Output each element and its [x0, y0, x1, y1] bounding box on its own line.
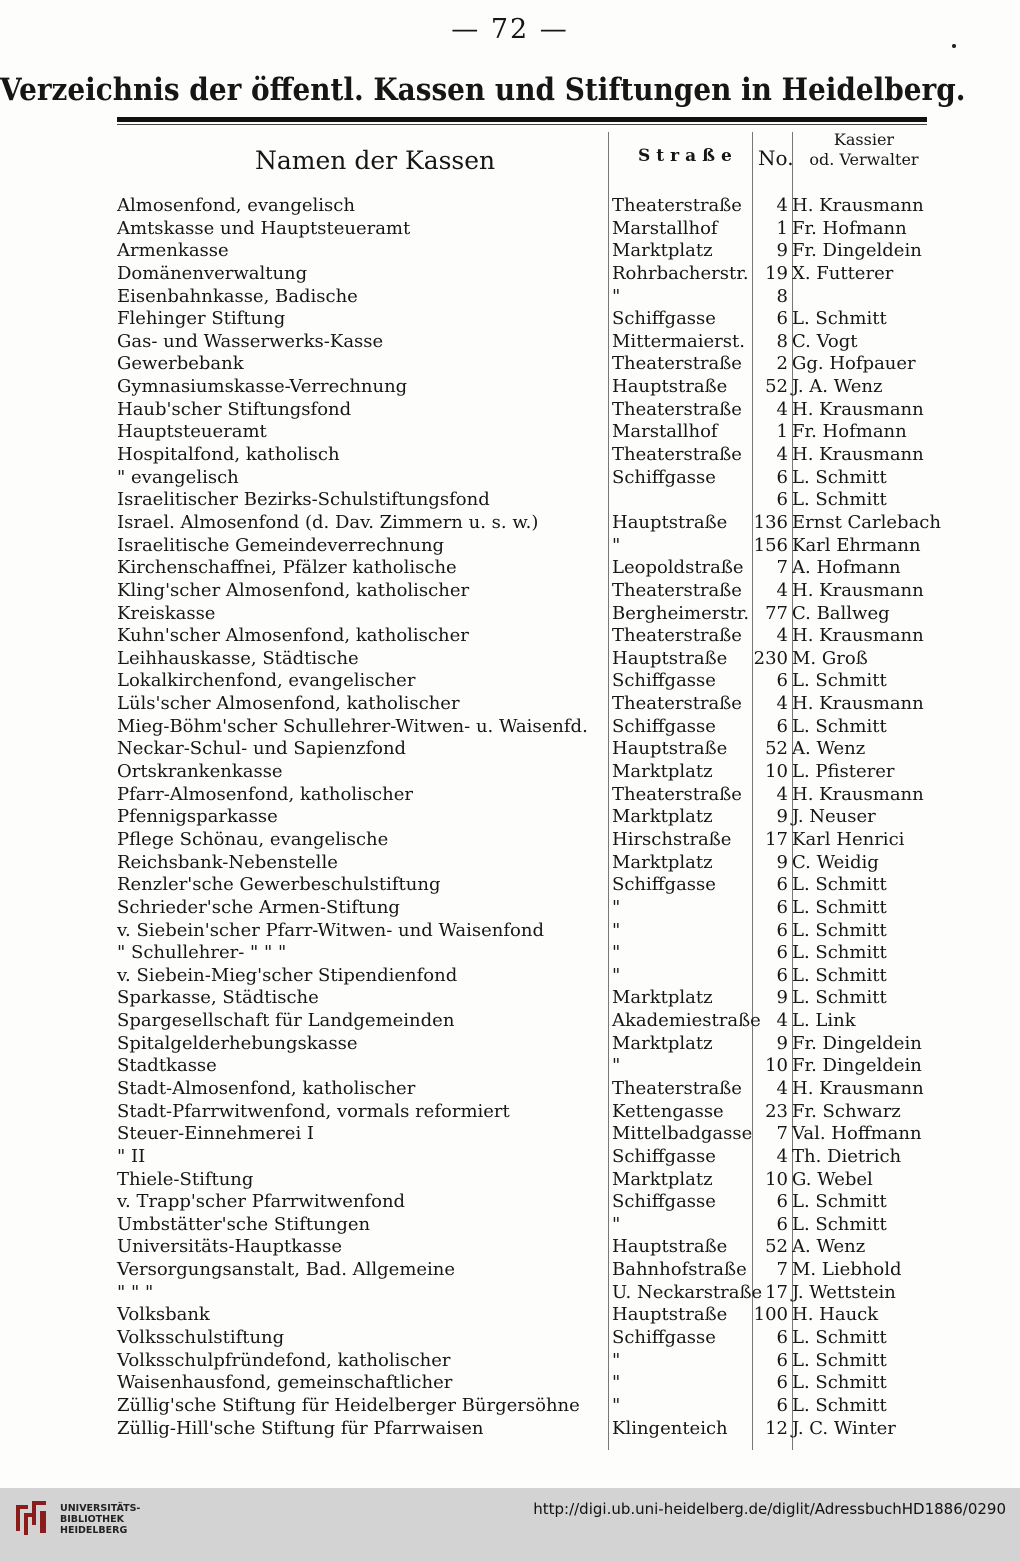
row-name: Schrieder'sche Armen-Stiftung: [117, 896, 400, 918]
row-cashier: C. Vogt: [792, 330, 858, 352]
row-cashier: H. Krausmann: [792, 195, 924, 216]
row-name: Kreiskasse: [117, 602, 216, 624]
page-number: — 72 —: [451, 14, 569, 45]
table-row: [0, 218, 1020, 241]
print-speck: [952, 44, 956, 48]
table-row: [0, 942, 1020, 965]
row-cashier: L. Schmitt: [792, 987, 887, 1009]
row-cashier: Gg. Hofpauer: [792, 353, 916, 375]
row-cashier: L. Schmitt: [792, 919, 887, 941]
row-name: Stadtkasse: [117, 1055, 217, 1077]
table-row: [0, 1033, 1020, 1056]
row-street: Bahnhofstraße: [612, 1259, 747, 1281]
row-cashier: Fr. Dingeldein: [792, 1055, 922, 1077]
row-street: Hauptstraße: [612, 511, 728, 533]
row-number: 7: [776, 1259, 788, 1281]
row-street: Hauptstraße: [612, 1236, 728, 1258]
row-cashier: A. Wenz: [792, 738, 866, 760]
table-row: [0, 920, 1020, 943]
row-name: " " ": [117, 1281, 154, 1303]
row-cashier: Ernst Carlebach: [792, 511, 941, 533]
row-cashier: H. Krausmann: [792, 1077, 924, 1099]
row-street: Klingenteich: [612, 1417, 728, 1439]
row-number: 4: [776, 783, 788, 805]
row-name: Israel. Almosenfond (d. Dav. Zimmern u. s. w.): [117, 511, 539, 533]
row-street: Marktplatz: [612, 987, 713, 1009]
row-street: Marktplatz: [612, 806, 713, 828]
row-cashier: Fr. Hofmann: [792, 421, 907, 443]
row-name: Thiele-Stiftung: [117, 1168, 254, 1190]
title-rule: [117, 117, 927, 122]
row-cashier: X. Futterer: [792, 262, 894, 284]
row-street: Akademiestraße: [612, 1010, 761, 1032]
table-row: [0, 987, 1020, 1010]
row-street: ": [612, 1055, 621, 1077]
row-number: 4: [776, 195, 788, 216]
table-row: [0, 806, 1020, 829]
row-number: 4: [776, 1010, 788, 1032]
row-number: 23: [765, 1100, 788, 1122]
row-street: Schiffgasse: [612, 1191, 716, 1213]
row-cashier: L. Schmitt: [792, 1394, 887, 1416]
row-street: Schiffgasse: [612, 874, 716, 896]
table-row: [0, 240, 1020, 263]
row-number: 4: [776, 1145, 788, 1167]
footer-bar: [0, 1488, 1020, 1561]
row-cashier: L. Schmitt: [792, 1349, 887, 1371]
table-row: [0, 1191, 1020, 1214]
row-name: Sparkasse, Städtische: [117, 987, 319, 1009]
row-name: Almosenfond, evangelisch: [117, 195, 355, 216]
row-cashier: L. Schmitt: [792, 670, 887, 692]
row-street: Schiffgasse: [612, 670, 716, 692]
row-number: 10: [765, 761, 788, 783]
row-cashier: L. Schmitt: [792, 964, 887, 986]
library-name-line2: BIBLIOTHEK: [60, 1514, 124, 1525]
row-street: Rohrbacherstr.: [612, 262, 749, 284]
row-street: ": [612, 1372, 621, 1394]
row-number: 6: [776, 466, 788, 488]
row-name: Versorgungsanstalt, Bad. Allgemeine: [117, 1259, 456, 1281]
row-name: Leihhauskasse, Städtische: [117, 647, 359, 669]
row-cashier: L. Link: [792, 1010, 856, 1032]
header-cashier: [800, 130, 928, 170]
row-name: Volksbank: [117, 1304, 210, 1326]
row-street: Theaterstraße: [612, 398, 742, 420]
row-street: ": [612, 964, 621, 986]
row-number: 4: [776, 625, 788, 647]
row-street: ": [612, 919, 621, 941]
table-row: [0, 286, 1020, 309]
row-cashier: L. Schmitt: [792, 715, 887, 737]
row-street: Hauptstraße: [612, 1304, 728, 1326]
table-row: [0, 1304, 1020, 1327]
row-street: Marktplatz: [612, 1032, 713, 1054]
row-street: Marktplatz: [612, 240, 713, 262]
row-name: Gas- und Wasserwerks-Kasse: [117, 330, 384, 352]
row-name: Steuer-Einnehmerei I: [117, 1123, 315, 1145]
row-cashier: H. Krausmann: [792, 398, 924, 420]
table-row: [0, 738, 1020, 761]
row-cashier: A. Wenz: [792, 1236, 866, 1258]
row-cashier: H. Krausmann: [792, 579, 924, 601]
table-row: [0, 580, 1020, 603]
table-row: [0, 1259, 1020, 1282]
title-rule-thin: [117, 124, 927, 125]
row-name: v. Siebein-Mieg'scher Stipendienfond: [117, 964, 458, 986]
table-row: [0, 444, 1020, 467]
row-name: Züllig'sche Stiftung für Heidelberger Bürgersöhne: [117, 1394, 580, 1416]
row-number: 156: [753, 534, 788, 556]
row-street: Bergheimerstr.: [612, 602, 750, 624]
table-row: [0, 784, 1020, 807]
library-name-line1: UNIVERSITÄTS-: [60, 1503, 141, 1514]
row-cashier: H. Krausmann: [792, 693, 924, 715]
row-name: Stadt-Almosenfond, katholischer: [117, 1077, 416, 1099]
row-number: 2: [776, 353, 788, 375]
row-name: Pfennigsparkasse: [117, 806, 278, 828]
row-number: 4: [776, 444, 788, 466]
row-name: Gewerbebank: [117, 353, 244, 375]
row-street: Marstallhof: [612, 217, 718, 239]
row-name: Gymnasiumskasse-Verrechnung: [117, 376, 408, 398]
row-street: Theaterstraße: [612, 353, 742, 375]
row-name: Züllig-Hill'sche Stiftung für Pfarrwaisen: [117, 1417, 484, 1439]
row-number: 77: [765, 602, 788, 624]
row-name: Kling'scher Almosenfond, katholischer: [117, 579, 470, 601]
row-number: 6: [776, 1191, 788, 1213]
row-cashier: L. Schmitt: [792, 308, 887, 330]
table-row: [0, 1350, 1020, 1373]
row-street: Marktplatz: [612, 851, 713, 873]
row-number: 9: [776, 851, 788, 873]
table-row: [0, 648, 1020, 671]
row-cashier: L. Schmitt: [792, 1213, 887, 1235]
row-name: Reichsbank-Nebenstelle: [117, 851, 338, 873]
table-row: [0, 829, 1020, 852]
row-name: Pflege Schönau, evangelische: [117, 828, 389, 850]
row-cashier: G. Webel: [792, 1168, 873, 1190]
row-cashier: L. Schmitt: [792, 1372, 887, 1394]
row-name: Israelitischer Bezirks-Schulstiftungsfond: [117, 489, 490, 511]
row-number: 8: [776, 285, 788, 307]
row-number: 4: [776, 579, 788, 601]
row-number: 6: [776, 670, 788, 692]
library-name-line3: HEIDELBERG: [60, 1525, 128, 1536]
row-name: Waisenhausfond, gemeinschaftlicher: [117, 1372, 453, 1394]
table-row: [0, 852, 1020, 875]
header-number: No.: [758, 146, 794, 170]
row-number: 9: [776, 987, 788, 1009]
row-street: Theaterstraße: [612, 195, 742, 216]
row-name: Domänenverwaltung: [117, 262, 308, 284]
row-number: 52: [765, 1236, 788, 1258]
row-name: " II: [117, 1145, 146, 1167]
row-number: 9: [776, 806, 788, 828]
row-name: Volksschulstiftung: [117, 1327, 285, 1349]
header-cashier-line1: Kassier: [833, 130, 895, 149]
table-row: [0, 353, 1020, 376]
row-cashier: J. Neuser: [792, 806, 876, 828]
university-library-logo-icon[interactable]: [10, 1497, 52, 1539]
table-row: [0, 376, 1020, 399]
table-row: [0, 603, 1020, 626]
row-number: 52: [765, 376, 788, 398]
row-number: 6: [776, 919, 788, 941]
table-row: [0, 965, 1020, 988]
row-number: 52: [765, 738, 788, 760]
row-street: Theaterstraße: [612, 693, 742, 715]
row-name: Spargesellschaft für Landgemeinden: [117, 1010, 455, 1032]
table-row: [0, 263, 1020, 286]
table-row: [0, 716, 1020, 739]
row-number: 4: [776, 693, 788, 715]
row-name: Volksschulpfründefond, katholischer: [117, 1349, 451, 1371]
row-street: Marktplatz: [612, 1168, 713, 1190]
row-name: Neckar-Schul- und Sapienzfond: [117, 738, 407, 760]
table-row: [0, 1418, 1020, 1441]
header-cashier-line2: od. Verwalter: [809, 150, 919, 169]
table-row: [0, 557, 1020, 580]
row-number: 10: [765, 1055, 788, 1077]
row-number: 136: [753, 511, 788, 533]
row-name: Armenkasse: [117, 240, 229, 262]
row-name: v. Trapp'scher Pfarrwitwenfond: [117, 1191, 406, 1213]
row-name: Spitalgelderhebungskasse: [117, 1032, 358, 1054]
table-row: [0, 625, 1020, 648]
row-street: U. Neckarstraße: [612, 1281, 763, 1303]
row-cashier: H. Krausmann: [792, 625, 924, 647]
row-name: Lüls'scher Almosenfond, katholischer: [117, 693, 460, 715]
row-cashier: C. Weidig: [792, 851, 879, 873]
row-street: Theaterstraße: [612, 579, 742, 601]
row-number: 6: [776, 489, 788, 511]
row-name: " Schullehrer- " " ": [117, 942, 287, 964]
row-street: ": [612, 896, 621, 918]
row-number: 12: [765, 1417, 788, 1439]
row-cashier: L. Schmitt: [792, 874, 887, 896]
row-number: 6: [776, 1213, 788, 1235]
library-name[interactable]: [60, 1503, 140, 1536]
row-street: ": [612, 1394, 621, 1416]
row-cashier: L. Schmitt: [792, 466, 887, 488]
row-name: Kuhn'scher Almosenfond, katholischer: [117, 625, 469, 647]
row-street: Schiffgasse: [612, 308, 716, 330]
row-street: Hauptstraße: [612, 738, 728, 760]
source-url[interactable]: http://digi.ub.uni-heidelberg.de/diglit/AdressbuchHD1886/0290: [533, 1500, 1006, 1518]
row-cashier: L. Schmitt: [792, 1327, 887, 1349]
table-row: [0, 1146, 1020, 1169]
row-street: Hauptstraße: [612, 376, 728, 398]
table-row: [0, 670, 1020, 693]
row-number: 17: [765, 1281, 788, 1303]
row-number: 4: [776, 1077, 788, 1099]
table-row: [0, 874, 1020, 897]
row-street: Marktplatz: [612, 761, 713, 783]
table-row: [0, 467, 1020, 490]
table-row: [0, 1395, 1020, 1418]
row-cashier: J. A. Wenz: [792, 376, 883, 398]
row-street: ": [612, 1349, 621, 1371]
row-cashier: L. Schmitt: [792, 942, 887, 964]
row-cashier: M. Groß: [792, 647, 868, 669]
table-row: [0, 195, 1020, 218]
row-street: Theaterstraße: [612, 625, 742, 647]
table-row: [0, 1282, 1020, 1305]
row-street: ": [612, 285, 621, 307]
row-street: Schiffgasse: [612, 715, 716, 737]
row-cashier: Val. Hoffmann: [792, 1123, 922, 1145]
row-street: Schiffgasse: [612, 1145, 716, 1167]
row-number: 6: [776, 1394, 788, 1416]
row-cashier: L. Pfisterer: [792, 761, 895, 783]
table-row: [0, 1055, 1020, 1078]
header-street: Straße: [638, 146, 738, 166]
row-cashier: Karl Ehrmann: [792, 534, 921, 556]
row-street: Theaterstraße: [612, 1077, 742, 1099]
table-row: [0, 308, 1020, 331]
row-number: 9: [776, 240, 788, 262]
table-row: [0, 1101, 1020, 1124]
table-row: [0, 1372, 1020, 1395]
row-street: Theaterstraße: [612, 444, 742, 466]
table-row: [0, 761, 1020, 784]
row-number: 6: [776, 964, 788, 986]
row-number: 6: [776, 942, 788, 964]
row-number: 1: [776, 421, 788, 443]
table-row: [0, 1327, 1020, 1350]
row-number: 6: [776, 1349, 788, 1371]
row-name: Pfarr-Almosenfond, katholischer: [117, 783, 413, 805]
row-number: 100: [753, 1304, 788, 1326]
table-row: [0, 331, 1020, 354]
table-row: [0, 1214, 1020, 1237]
row-street: Kettengasse: [612, 1100, 724, 1122]
row-street: Mittermaierst.: [612, 330, 745, 352]
row-cashier: J. C. Winter: [792, 1417, 896, 1439]
table-row: [0, 1010, 1020, 1033]
row-name: Hauptsteueramt: [117, 421, 267, 443]
row-number: 9: [776, 1032, 788, 1054]
row-number: 7: [776, 557, 788, 579]
table-row: [0, 897, 1020, 920]
row-cashier: H. Krausmann: [792, 444, 924, 466]
row-name: Amtskasse und Hauptsteueramt: [117, 217, 411, 239]
page-title: Verzeichnis der öffentl. Kassen und Stiftungen in Heidelberg.: [0, 72, 966, 108]
row-cashier: H. Krausmann: [792, 783, 924, 805]
row-name: v. Siebein'scher Pfarr-Witwen- und Waisenfond: [117, 919, 544, 941]
row-name: Renzler'sche Gewerbeschulstiftung: [117, 874, 441, 896]
table-row: [0, 1236, 1020, 1259]
row-number: 230: [753, 647, 788, 669]
directory-table: [0, 195, 1020, 1440]
row-cashier: L. Schmitt: [792, 489, 887, 511]
table-row: [0, 693, 1020, 716]
row-street: Hauptstraße: [612, 647, 728, 669]
table-row: [0, 1123, 1020, 1146]
row-number: 6: [776, 1327, 788, 1349]
row-cashier: C. Ballweg: [792, 602, 890, 624]
row-cashier: L. Schmitt: [792, 896, 887, 918]
row-cashier: Fr. Dingeldein: [792, 1032, 922, 1054]
row-street: Schiffgasse: [612, 466, 716, 488]
row-name: Umbstätter'sche Stiftungen: [117, 1213, 371, 1235]
row-name: Universitäts-Hauptkasse: [117, 1236, 342, 1258]
row-cashier: L. Schmitt: [792, 1191, 887, 1213]
row-street: ": [612, 534, 621, 556]
row-street: Theaterstraße: [612, 783, 742, 805]
row-number: 19: [765, 262, 788, 284]
row-number: 6: [776, 715, 788, 737]
row-name: Eisenbahnkasse, Badische: [117, 285, 358, 307]
row-number: 8: [776, 330, 788, 352]
row-number: 6: [776, 1372, 788, 1394]
row-cashier: H. Hauck: [792, 1304, 879, 1326]
row-street: Schiffgasse: [612, 1327, 716, 1349]
row-cashier: Th. Dietrich: [792, 1145, 902, 1167]
row-cashier: Karl Henrici: [792, 828, 905, 850]
row-cashier: Fr. Hofmann: [792, 217, 907, 239]
row-street: Leopoldstraße: [612, 557, 744, 579]
row-name: Hospitalfond, katholisch: [117, 444, 340, 466]
row-number: 6: [776, 896, 788, 918]
row-number: 1: [776, 217, 788, 239]
row-name: Ortskrankenkasse: [117, 761, 283, 783]
row-name: Lokalkirchenfond, evangelischer: [117, 670, 416, 692]
table-row: [0, 535, 1020, 558]
row-street: Mittelbadgasse: [612, 1123, 753, 1145]
row-cashier: Fr. Schwarz: [792, 1100, 901, 1122]
row-name: Haub'scher Stiftungsfond: [117, 398, 352, 420]
row-street: ": [612, 942, 621, 964]
row-name: Stadt-Pfarrwitwenfond, vormals reformiert: [117, 1100, 510, 1122]
row-number: 6: [776, 874, 788, 896]
row-number: 7: [776, 1123, 788, 1145]
row-number: 10: [765, 1168, 788, 1190]
row-name: " evangelisch: [117, 466, 239, 488]
header-names: Namen der Kassen: [255, 146, 496, 175]
row-name: Mieg-Böhm'scher Schullehrer-Witwen- u. Waisenfd.: [117, 715, 588, 737]
table-row: [0, 512, 1020, 535]
row-number: 17: [765, 828, 788, 850]
row-cashier: J. Wettstein: [792, 1281, 896, 1303]
row-number: 6: [776, 308, 788, 330]
table-row: [0, 421, 1020, 444]
row-cashier: Fr. Dingeldein: [792, 240, 922, 262]
row-number: 4: [776, 398, 788, 420]
row-street: ": [612, 1213, 621, 1235]
row-name: Kirchenschaffnei, Pfälzer katholische: [117, 557, 457, 579]
row-name: Flehinger Stiftung: [117, 308, 286, 330]
row-street: Hirschstraße: [612, 828, 732, 850]
table-row: [0, 1078, 1020, 1101]
table-row: [0, 399, 1020, 422]
row-street: Marstallhof: [612, 421, 718, 443]
row-cashier: A. Hofmann: [792, 557, 901, 579]
row-name: Israelitische Gemeindeverrechnung: [117, 534, 445, 556]
table-row: [0, 489, 1020, 512]
row-cashier: M. Liebhold: [792, 1259, 902, 1281]
table-row: [0, 1169, 1020, 1192]
